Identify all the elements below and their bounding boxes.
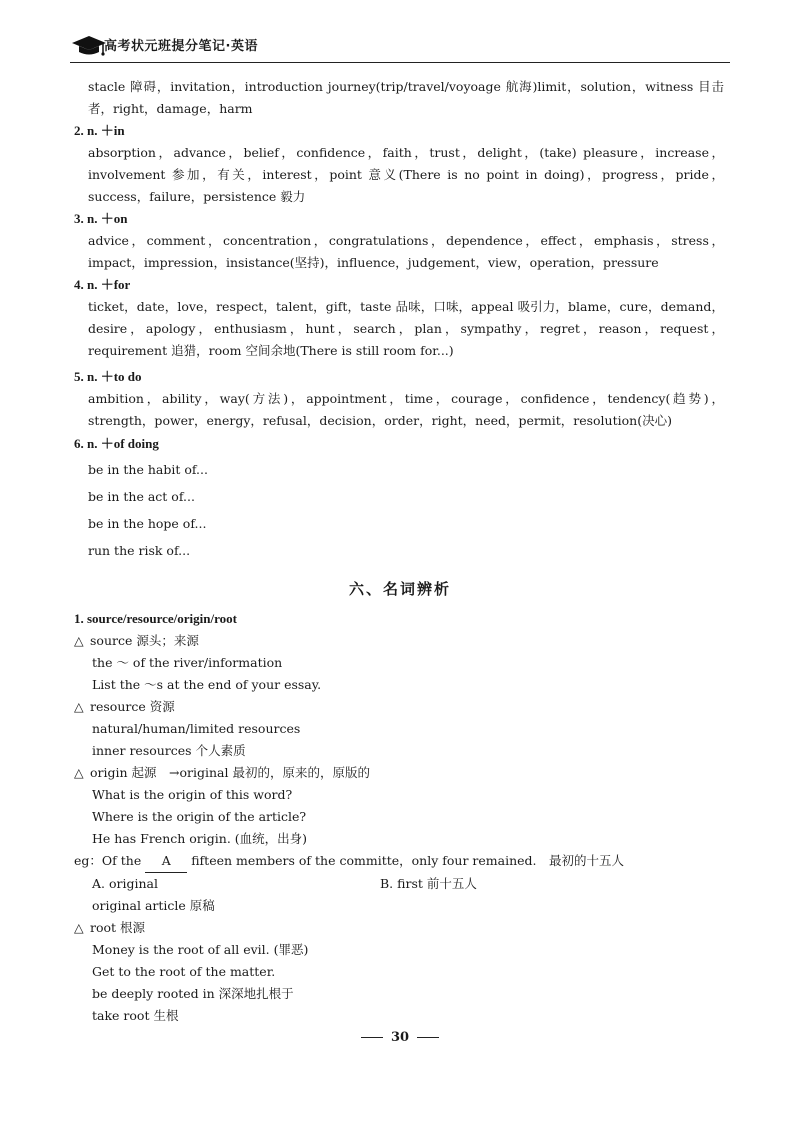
- triangle-bullet: △: [74, 920, 84, 935]
- triangle-bullet: △: [74, 699, 84, 714]
- example-line: He has French origin. (血统，出身): [92, 831, 308, 846]
- dash-right: [417, 1037, 439, 1038]
- eg-prefix: eg：Of the: [74, 853, 142, 868]
- answer-blank: A: [145, 850, 187, 873]
- subsection-source-resource: [74, 608, 724, 1027]
- header-title: 高考状元班提分笔记·英语: [104, 39, 258, 54]
- term-label: root 根源: [90, 920, 146, 935]
- header-rule: [70, 62, 730, 63]
- section-for: [74, 274, 724, 362]
- option-a: A. original: [92, 876, 158, 891]
- list-item: be in the act of...: [88, 489, 195, 504]
- example-line: inner resources 个人素质: [92, 743, 246, 758]
- option-b: B. first 前十五人: [380, 876, 477, 891]
- section-heading: 6. n. ＋of doing: [74, 436, 159, 451]
- graduation-cap-icon: [70, 32, 108, 58]
- example-line: original article 原稿: [92, 898, 215, 913]
- list-item: be in the hope of...: [88, 516, 207, 531]
- example-line: List the ～s at the end of your essay.: [92, 677, 322, 692]
- section-heading: 2. n. ＋in: [74, 123, 125, 138]
- page-number: [0, 1030, 800, 1045]
- list-item: run the risk of...: [88, 543, 191, 558]
- section-text: ticket，date，love，respect，talent，gift，taste 品味，口味，appeal 吸引力，blame，cure，demand，desire，apology，enthusiasm，hunt，search，plan，sympathy，regret，reason，request，requirement 追猎，room 空间余地(There is still room for...): [88, 299, 724, 358]
- eg-suffix: fifteen members of the committe，only four remained. 最初的十五人: [191, 853, 624, 868]
- dash-left: [361, 1037, 383, 1038]
- example-line: the ～ of the river/information: [92, 655, 283, 670]
- section-heading: 3. n. ＋on: [74, 211, 128, 226]
- term-label: source 源头；来源: [90, 633, 199, 648]
- example-line: Money is the root of all evil. (罪恶): [92, 942, 309, 957]
- example-line: What is the origin of this word?: [92, 787, 293, 802]
- example-line: Where is the origin of the article?: [92, 809, 307, 824]
- section-on: [74, 208, 724, 274]
- section-text: ambition，ability，way(方法)，appointment，time，courage，confidence，tendency(趋势)，strength，power，energy，refusal，decision，order，right，need，permit，resolution(决心): [88, 391, 724, 428]
- section-in: [74, 120, 724, 208]
- term-label: resource 资源: [90, 699, 175, 714]
- list-item: be in the habit of...: [88, 462, 208, 477]
- example-line: natural/human/limited resources: [92, 721, 301, 736]
- top-paragraph-text: stacle 障碍，invitation，introduction journey(trip/travel/voyoage 航海)limit，solution，witness 目击者，right，damage，harm: [88, 79, 724, 116]
- page-header: [70, 30, 730, 62]
- top-paragraph: [74, 76, 724, 120]
- part-title: 六、名词辨析: [348, 580, 451, 598]
- example-line: be deeply rooted in 深深地扎根于: [92, 986, 294, 1001]
- section-text: absorption，advance，belief，confidence，faith，trust，delight，(take) pleasure，increase，involvement 参加，有关，interest，point 意义(There is no point in doing)，progress，pride，success，failure，persistence 毅力: [88, 145, 724, 204]
- term-label: origin 起源 →original 最初的，原来的，原版的: [90, 765, 370, 780]
- section-of-doing: [74, 432, 724, 564]
- triangle-bullet: △: [74, 765, 84, 780]
- example-line: Get to the root of the matter.: [92, 964, 276, 979]
- page-number-text: 30: [390, 1030, 410, 1045]
- example-line: take root 生根: [92, 1008, 179, 1023]
- triangle-bullet: △: [74, 633, 84, 648]
- section-heading: 4. n. ＋for: [74, 277, 131, 292]
- section-heading: 5. n. ＋to do: [74, 369, 142, 384]
- section-to-do: [74, 366, 724, 432]
- subsection-heading: 1. source/resource/origin/root: [74, 611, 237, 626]
- section-text: advice，comment，concentration，congratulations，dependence，effect，emphasis，stress，impact，impression，insistance(坚持)，influence，judgement，view，operation，pressure: [88, 233, 724, 270]
- example-question: [74, 850, 724, 873]
- answer-options: [74, 873, 724, 895]
